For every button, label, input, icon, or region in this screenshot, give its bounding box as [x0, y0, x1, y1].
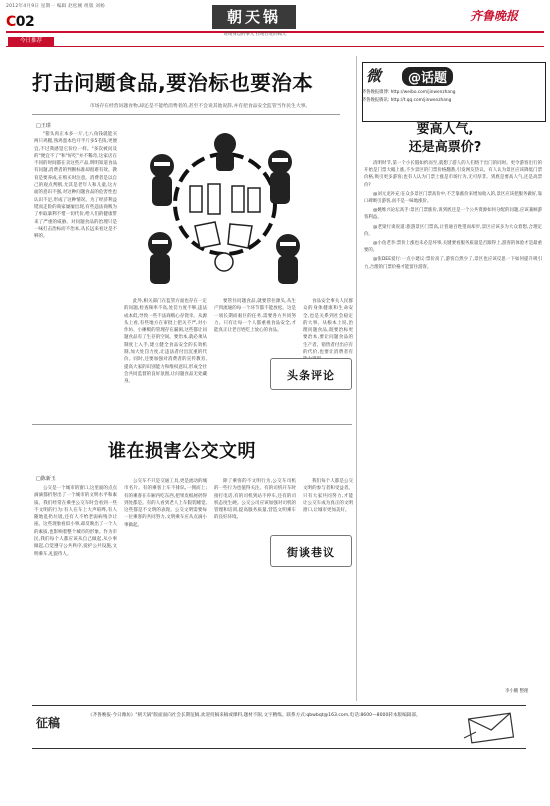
article2-col3-text: 除了乘客的不文明行为,公交车司机的一些行为也值得关注。有的司机开车时接打电话,有的司机到站不停车,还有的司机态度生硬。公交公司应该加强对司机的管理和培训,提高服务质量,营造文明乘车的良好环境。 [214, 479, 296, 521]
article2-col4 [303, 478, 353, 528]
article1-col1-text: "猪头肉正本多一斤,七八角钱就能买两只鸡腿,熟鸡蛋本色开半斤多5毛钱,更便宜,不过我感觉它价位一样。"多次被问及的"便宜不了"和"好吃"并不稀奇,这家店在不同的时间都在卖这些产品,明明知道食品有问题,消费者的判断标准却很难有效。教育是要养成,在购买时注意。消费者是以自己的观点判断,尤其是老年人和儿童,这方面的意识不强,对这种问题食品的危害性也认识不足,形成了这种情况。为了经济利益铤而走险的商家屡屡出现,有些违法商贩为了牟取暴利不惜一切代价,给人们的健康带来了严重的威胁。对问题食品的治理只是一味打击治标而不治本,从长远来看这是不够的。 [34, 132, 117, 240]
badge1-label: 头条评论 [287, 369, 335, 382]
topic-label: @话题 [402, 67, 453, 86]
article2-col1 [34, 485, 117, 695]
weibo-comment: @张DEE爱行:一点小建议:票价高了,游客自然少了,景区也应该反思一下如何提升吸引力,合理的门票价格才能留住游客。 [364, 257, 542, 270]
editor-signature: 李小鹏 整理 [505, 689, 529, 694]
article1-col2 [124, 298, 207, 418]
article1-col3-text: 要管住问题食品,就要管住源头,从生产到流通的每一个环节都不能放松。这是一项长期而艰巨的任务,需要各方共同努力。只有让每一个人都重视食品安全,才能真正让老百姓吃上放心的食品。 [214, 299, 296, 334]
article1-byline: □王璟 [36, 123, 51, 129]
column-divider [356, 56, 357, 701]
article-divider [32, 424, 352, 425]
article2-col2 [124, 478, 207, 695]
article2-col2-text: 公交车不只是交通工具,更是流动的城市名片。有的乘客上车不排队,一拥而上;有的乘客在车厢内吃东西,把果皮纸屑扔得到处都是。有的人看到老人上车假装睡觉,这些都是不文明的表现。公交文明需要每一位乘客的共同努力,文明乘车应从点滴小事做起。 [124, 479, 207, 528]
weibo-comment: @老梁行谈说道:旅游景区门票高,让普通百姓望而却步,景区应该多为大众着想,合理定价。 [364, 224, 542, 237]
issue-meta: 2012年4月9日 星期一 编辑 赵松刚 组版 刘杨 [6, 4, 105, 9]
street-talk-badge [270, 535, 352, 567]
article1-col4 [303, 298, 353, 356]
article2-headline: 谁在损害公交文明 [108, 441, 256, 462]
article2-byline: □陈新玉 [36, 476, 56, 482]
article2-col4-text: 我们每个人都是公交文明的参与者和受益者。只有大家共同努力,才能让公交车成为真正的文明窗口,让城市更加美好。 [303, 479, 353, 514]
topic-question-line1: 要高人气, [416, 122, 474, 137]
badge2-label: 街谈巷议 [287, 546, 335, 559]
masthead-subtitle: 说咱身边的事儿 拉咱百姓的呱儿 [223, 32, 287, 37]
article1-col1 [34, 131, 117, 419]
section-underline [6, 46, 544, 47]
article2-col1-text: 公交是一个城市的窗口,这里面的点点滴滴都折射出了一个城市的文明水平和素质。我们经常在乘坐公交车时会看到一些不文明的行为:有人在车上大声喧哗,有人随地乱扔垃圾,还有人不给老弱病残孕让座。这些现象看似小事,却反映出了一个人的素质,也影响着整个城市的形象。作为市民,我们每个人都应该从自己做起,从小事做起,自觉遵守公共秩序,爱护公共设施,文明乘车,礼貌待人。 [34, 486, 117, 557]
section-tag: 今日推荐 [8, 37, 54, 46]
weibo-logo: 微 [366, 67, 382, 85]
weibo-discussion [364, 160, 542, 690]
article1-subhead: 市场存在经营问题食物,却还是不能给消费者的,甚至不会说其他说辞,并有把食品安全监管当作民生大事。 [89, 104, 311, 109]
page-number [6, 14, 34, 30]
mail-envelope-icon [462, 710, 520, 744]
topic-question-line2: 还是高票价? [408, 140, 482, 155]
weibo-link-2: 齐鲁晚报腾讯: http://t.qq.com/jinwenzhang [362, 98, 452, 103]
submission-title: 征稿 [36, 716, 61, 730]
food-crime-illustration [120, 126, 330, 291]
article1-headline: 打击问题食品,要治标也要治本 [32, 71, 314, 95]
article1-rule [32, 114, 340, 115]
headline-comment-badge [270, 358, 352, 390]
weibo-comment: @刘元龙补充:在众多景区门票高价中,不乏靠涨价来增加收入的,景区应该把服务做好,靠口碑吸引游客,而不是一味地涨价。 [364, 191, 542, 205]
submission-notice: 《齐鲁晚报·今日潍坊》"朝天锅"版面面向社会长期征稿,欢迎投稿来稿或爆料,题材不限,文字精练。联系方式:qbwbqt@163.com,电话:8600—8000转本版编辑部。 [88, 713, 421, 718]
page-prefix: C [6, 14, 16, 30]
page-num: 02 [15, 14, 35, 30]
weibo-link-1: 齐鲁晚报微博: http://weibo.com/jinwenzhang [362, 90, 456, 95]
column-masthead: 朝天锅 [212, 5, 296, 29]
weibo-intro: 清明时节,第一个小长假如约而至,就想了游人的人们络于出门的同时。更令游客出行的开始是门票大幅上涨,不少景区的门票价格翻番,引发网友热议。有人认为景区应该降低门票价格,吸引更多游客;也有人认为门票上涨是市场行为,无可厚非。到底是要高人气,还是高票价? [364, 161, 542, 188]
weibo-comment: @小鱼老李:票价上涨也未必是坏事,关键要看服务质量是否跟得上,游客的体验才是最重要的。 [364, 241, 542, 254]
article1-col2-text: 此外,相关部门在监管方面也存在一定的问题,检查频率不高,处罚力度不够,违法成本低,导致一些不法商贩心存侥幸。从源头上看,有些地方在审批上把关不严,对小作坊、小摊贩的管理存在漏洞,这些都让问题食品有了生存的空间。要治本,就必须从制度上入手,建立健全食品安全的长效机制,加大处罚力度,让违法者付出沉重的代价。同时,还要加强对消费者的宣传教育,提高大家的识别能力和维权意识,形成全社会共同监督的良好氛围,让问题食品无处藏身。 [124, 299, 207, 385]
article2-col3 [214, 478, 296, 695]
weibo-comment: @姚维兴论坛高手:景区门票涨价,说到底还是一个公共资源如何分配的问题,应该兼顾游客利益。 [364, 208, 542, 221]
article1-col4-text: 食品安全事关人民群众的身体健康和生命安全,也是关系到社会稳定的大事。从根本上说,治理问题食品,既要治标更要治本,要让问题食品的生产者、销售者付出应有的代价,也要让消费者有 [303, 299, 353, 356]
newspaper-logo: 齐鲁晚报 [470, 9, 519, 23]
